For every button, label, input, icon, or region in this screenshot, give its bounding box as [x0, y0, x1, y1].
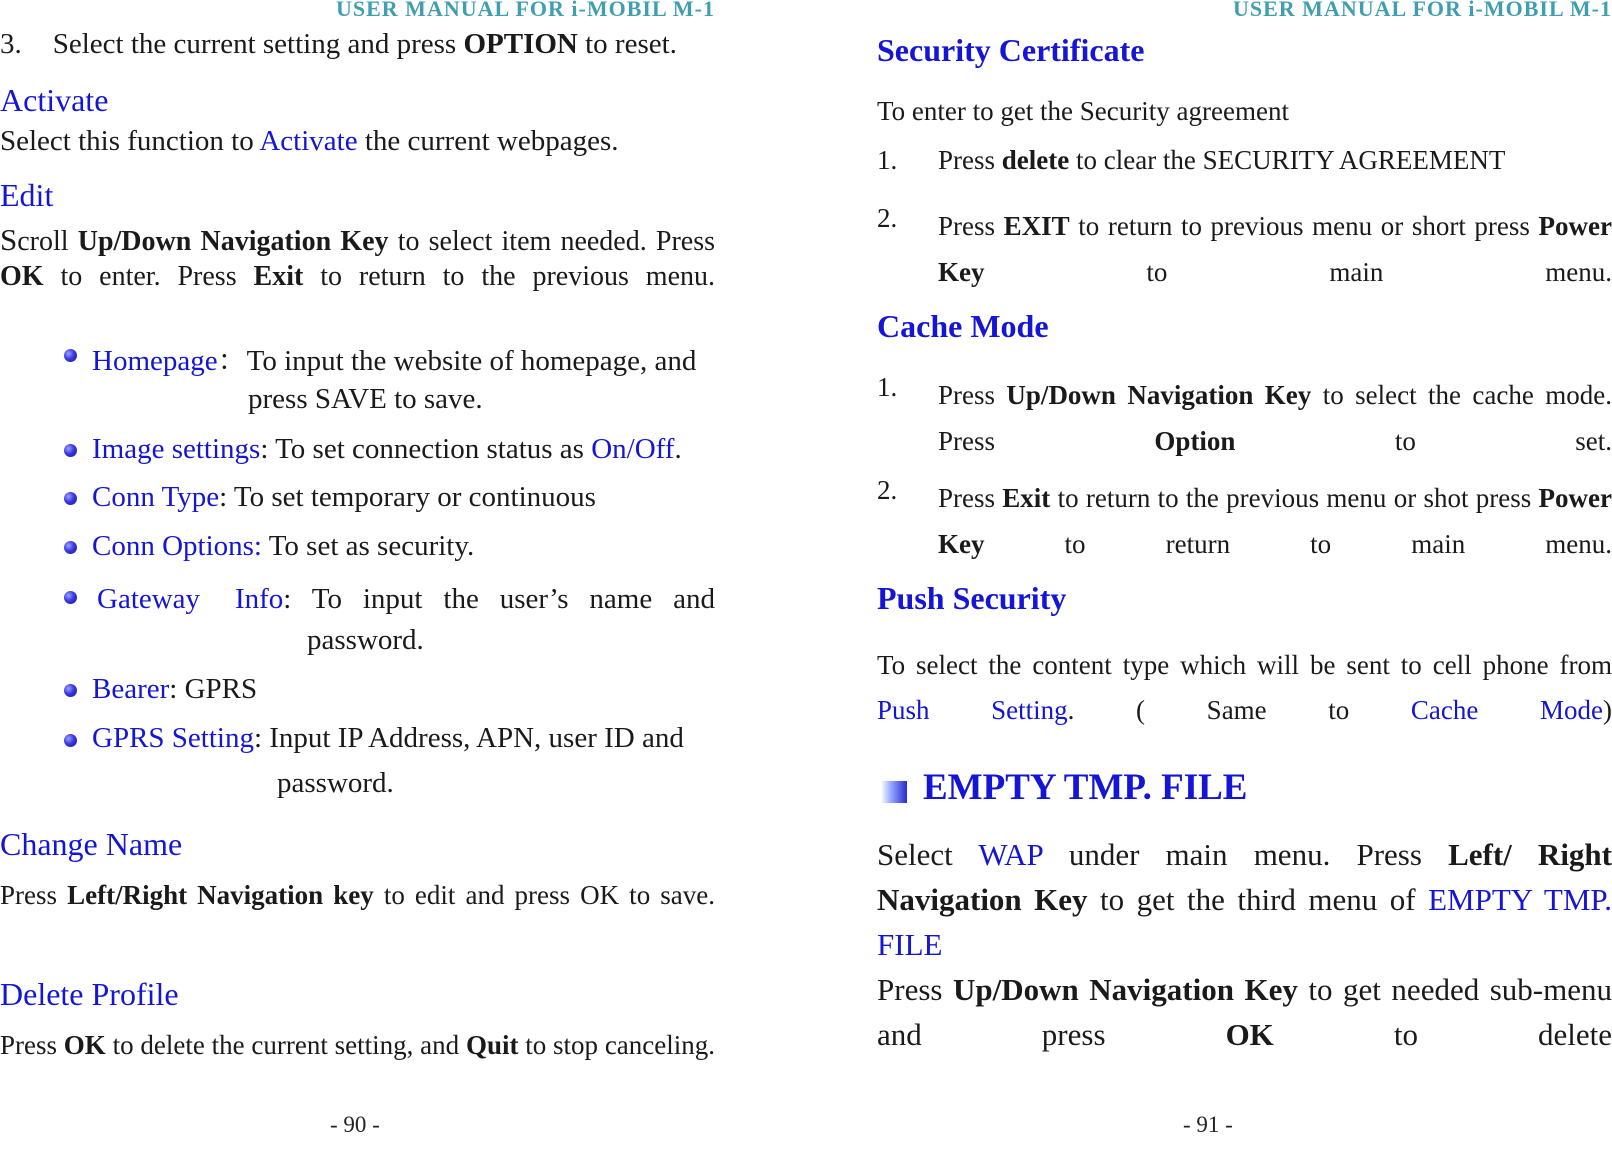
heading-activate: Activate [0, 82, 109, 118]
heading-cache-mode: Cache Mode [877, 308, 1049, 344]
cache-step-1: 1. [877, 372, 898, 402]
list-item-gprs-setting: GPRS Setting: Input IP Address, APN, user ID and [92, 722, 684, 754]
security-step-2-text: Press EXIT to return to previous menu or short press Power Key to main menu. [938, 211, 1612, 287]
security-intro: To enter to get the Security agreement [877, 96, 1289, 126]
list-item-gprs-setting-cont: password. [277, 767, 394, 799]
cache-step-2-text: Press Exit to return to the previous menu or shot press Power Key to return to main menu. [938, 483, 1612, 559]
list-item-conn-options: Conn Options: To set as security. [92, 530, 475, 562]
list-item-conn-type: Conn Type: To set temporary or continuous [92, 481, 596, 513]
section-marker-icon [881, 781, 907, 803]
heading-empty-tmp-file: EMPTY TMP. FILE [923, 767, 1248, 808]
list-item-gateway-info-cont: password. [307, 624, 424, 656]
cache-step-1-text: Press Up/Down Navigation Key to select the cache mode. Press Option to set. [938, 380, 1612, 456]
security-step-1-text: Press delete to clear the SECURITY AGREEMENT [938, 145, 1506, 175]
security-step-2: 2. [877, 203, 898, 233]
page-number: - 91 - [1183, 1112, 1233, 1137]
list-item-gateway-info: Gateway Info: To input the user’s name and [97, 583, 715, 615]
running-header: USER MANUAL FOR i-MOBIL M-1 [336, 0, 715, 21]
heading-push-security: Push Security [877, 580, 1067, 616]
list-item-homepage: Homepage：To input the website of homepage, and [92, 345, 697, 377]
bullet-icon [64, 349, 77, 362]
bullet-icon [64, 444, 77, 457]
list-item-homepage-cont: press SAVE to save. [248, 383, 483, 415]
list-item-bearer: Bearer: GPRS [92, 673, 258, 705]
heading-edit: Edit [0, 177, 54, 213]
bullet-icon [64, 591, 77, 604]
bullet-icon [64, 684, 77, 697]
running-header: USER MANUAL FOR i-MOBIL M-1 [1233, 0, 1612, 21]
heading-security-certificate: Security Certificate [877, 32, 1145, 68]
change-name-text: Press Left/Right Navigation key to edit and press OK to save. [0, 880, 715, 910]
delete-profile-text: Press OK to delete the current setting, and Quit to stop canceling. [0, 1030, 716, 1060]
edit-text: Scroll Up/Down Navigation Key to select item needed. Press OK to enter. Press Exit to return to the previous menu. [0, 222, 716, 292]
page-number: - 90 - [330, 1112, 380, 1137]
page-91 [877, 0, 1612, 1168]
security-step-1: 1. [877, 145, 898, 175]
push-security-text: To select the content type which will be sent to cell phone from Push Setting. ( Same to Cache Mode) [877, 650, 1612, 725]
bullet-icon [64, 734, 77, 747]
bullet-icon [64, 492, 77, 505]
activate-text: Select this function to Activate the current webpages. [0, 125, 619, 157]
list-item-image-settings: Image settings: To set connection status as On/Off. [92, 433, 682, 465]
step-3: 3. Select the current setting and press OPTION to reset. [0, 28, 677, 60]
page-90 [0, 0, 735, 1168]
bullet-icon [64, 541, 77, 554]
heading-delete-profile: Delete Profile [0, 976, 179, 1012]
empty-tmp-text: Select WAP under main menu. Press Left/ Right Navigation Key to get the third menu of EMPTY TMP. FILE Press Up/Down Navigation Key to get needed sub-menu and press OK to delete [877, 837, 1612, 1052]
heading-change-name: Change Name [0, 826, 183, 862]
cache-step-2: 2. [877, 475, 898, 505]
